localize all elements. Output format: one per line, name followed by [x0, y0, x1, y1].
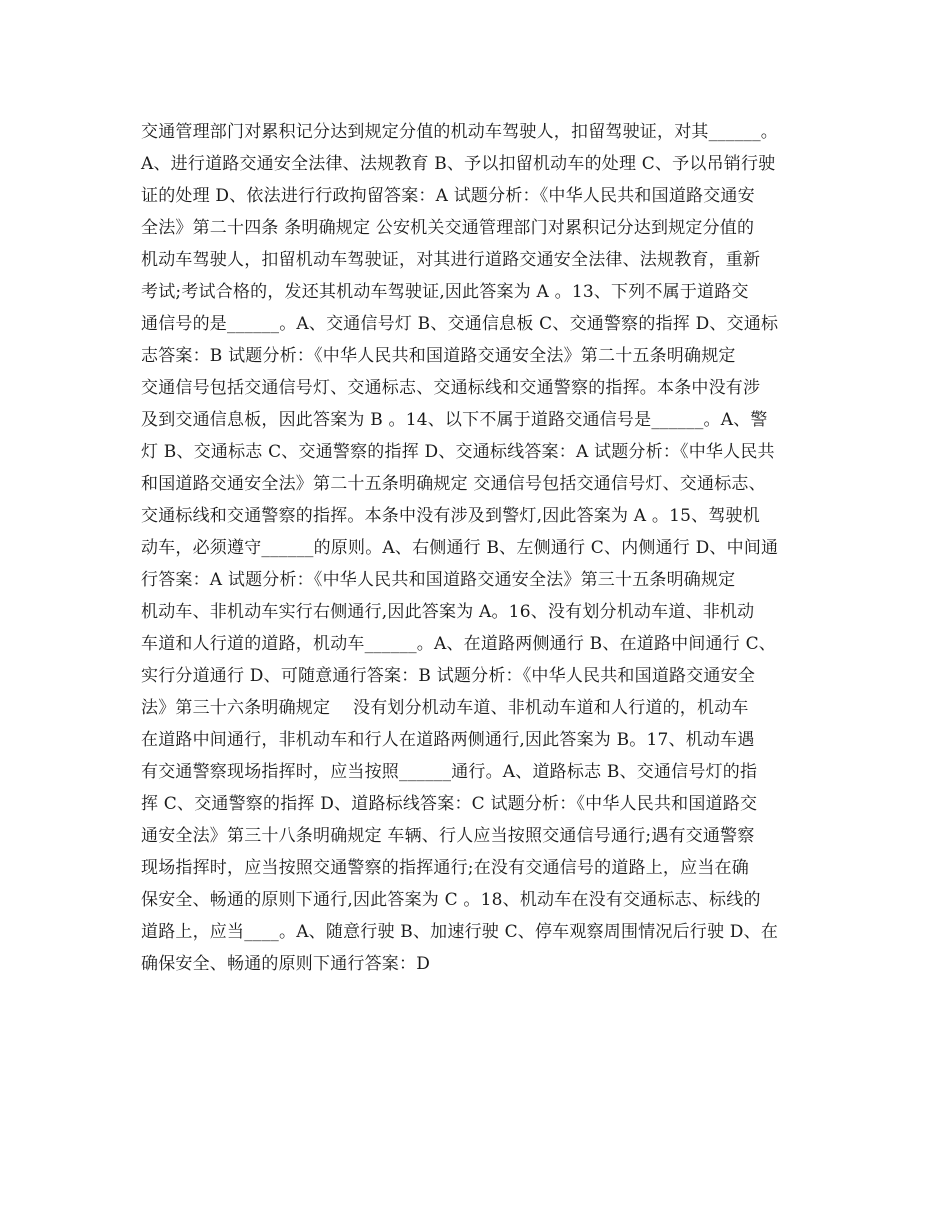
- text-line: 车道和人行道的道路，机动车______。A、在道路两侧通行 B、在道路中间通行 C、: [141, 634, 776, 654]
- body-text: [141, 116, 831, 980]
- text-line: 实行分道通行 D、可随意通行答案：B 试题分析：《中华人民共和国道路交通安全: [141, 666, 756, 686]
- text-line: 在道路中间通行，非机动车和行人在道路两侧通行,因此答案为 B。17、机动车遇: [141, 730, 755, 750]
- text-line: 证的处理 D、依法进行行政拘留答案：A 试题分析：《中华人民共和国道路交通安: [141, 186, 755, 206]
- text-line: 保安全、畅通的原则下通行,因此答案为 C 。18、机动车在没有交通标志、标线的: [141, 890, 761, 910]
- text-line: 志答案：B 试题分析：《中华人民共和国道路交通安全法》第二十五条明确规定: [141, 346, 736, 366]
- text-line: 通安全法》第三十八条明确规定 车辆、行人应当按照交通信号通行;遇有交通警察: [141, 826, 755, 846]
- text-line: A、进行道路交通安全法律、法规教育 B、予以扣留机动车的处理 C、予以吊销行驶: [141, 154, 776, 174]
- text-line: 考试;考试合格的，发还其机动车驾驶证,因此答案为 A 。13、下列不属于道路交: [141, 282, 749, 302]
- text-line: 机动车、非机动车实行右侧通行,因此答案为 A。16、没有划分机动车道、非机动: [141, 602, 755, 622]
- text-line: 和国道路交通安全法》第二十五条明确规定 交通信号包括交通信号灯、交通标志、: [141, 474, 766, 494]
- text-line: 挥 C、交通警察的指挥 D、道路标线答案：C 试题分析：《中华人民共和国道路交: [141, 794, 758, 814]
- text-line: 交通信号包括交通信号灯、交通标志、交通标线和交通警察的指挥。本条中没有涉: [141, 378, 761, 398]
- text-line: 交通标线和交通警察的指挥。本条中没有涉及到警灯,因此答案为 A 。15、驾驶机: [141, 506, 760, 526]
- text-line: 道路上，应当____。A、随意行驶 B、加速行驶 C、停车观察周围情况后行驶 D、在: [141, 922, 779, 942]
- text-line: 灯 B、交通标志 C、交通警察的指挥 D、交通标线答案：A 试题分析：《中华人民共: [141, 442, 775, 462]
- text-line: 通信号的是______。A、交通信号灯 B、交通信息板 C、交通警察的指挥 D、交通标: [141, 314, 779, 334]
- text-line: 全法》第二十四条 条明确规定 公安机关交通管理部门对累积记分达到规定分值的: [141, 218, 755, 238]
- text-line: 动车，必须遵守______的原则。A、右侧通行 B、左侧通行 C、内侧通行 D、中间通: [141, 538, 779, 558]
- text-line: 交通管理部门对累积记分达到规定分值的机动车驾驶人，扣留驾驶证，对其______。: [141, 122, 778, 142]
- text-line: 及到交通信息板，因此答案为 B 。14、以下不属于道路交通信号是______。A、警: [141, 410, 768, 430]
- text-line: 机动车驾驶人，扣留机动车驾驶证，对其进行道路交通安全法律、法规教育，重新: [141, 250, 761, 270]
- text-line: 法》第三十六条明确规定 没有划分机动车道、非机动车道和人行道的，机动车: [141, 698, 749, 718]
- text-line: 行答案：A 试题分析：《中华人民共和国道路交通安全法》第三十五条明确规定: [141, 570, 736, 590]
- text-line: 确保安全、畅通的原则下通行答案：D: [141, 954, 431, 974]
- text-line: 现场指挥时，应当按照交通警察的指挥通行;在没有交通信号的道路上，应当在确: [141, 858, 749, 878]
- text-line: 有交通警察现场指挥时，应当按照______通行。A、道路标志 B、交通信号灯的指: [141, 762, 758, 782]
